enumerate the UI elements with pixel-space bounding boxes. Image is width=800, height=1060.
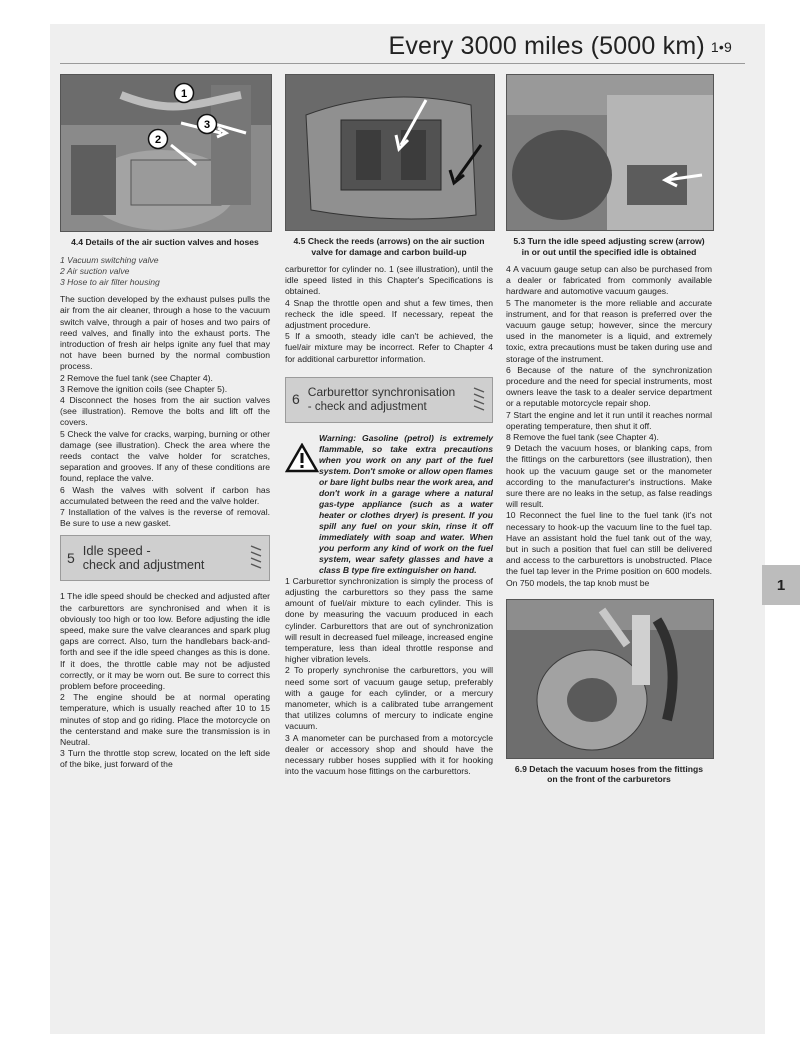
paragraph: 2 To properly synchronise the carburettors, you will need some sort of vacuum gauge setup, preferably with a gauge for each cylinder, or a mercury manometer, which is a calibrated tube arrangement that utilizes columns of mercury to indicate engine vacuum. [285,665,493,732]
paragraph: 4 A vacuum gauge setup can also be purchased from a dealer or fabricated from commonly available hardware and automotive vacuum gauges. [506,264,712,297]
difficulty-spanner-icon [472,384,486,416]
paragraph: 1 Carburettor synchronization is simply the process of adjusting the carburettors so they pass the same amount of fuel/air mixture to each cylinder. This is done by measuring the vacuum produced in each cylinder. Carburettors that are out of synchronization will result in decreased fuel mileage, increased engine temperature, less than ideal throttle response and higher vibration levels. [285,575,493,665]
photo-vacuum-hoses [506,599,714,759]
paragraph: 7 Installation of the valves is the reverse of removal. Be sure to use a new gasket. [60,506,270,529]
paragraph: The suction developed by the exhaust pulses pulls the air from the air cleaner, through a hose to the vacuum switch valve, through a pair of hoses and two pairs of reed valves, and finally into the exhaust ports. The introduction of fresh air helps ignite any fuel that may not have been burned by the normal combustion process. [60,294,270,372]
photo-air-suction-valves [60,74,272,232]
idle-screw-photo-illustration [507,75,713,230]
column-3 [506,74,712,792]
paragraph: 10 Reconnect the fuel line to the fuel tank (it's not necessary to hook-up the vacuum line to the fuel tap. Have an assistant hold the fuel tank out of the way, but in such a position that fuel can still be delivered and access to the carburettors is unobstructed. Place the fuel tap lever in the Prime position on 600 models. On 750 models, the tap knob must be [506,510,712,588]
paragraph: 3 Remove the ignition coils (see Chapter 5). [60,383,228,394]
paragraph: 5 If a smooth, steady idle can't be achieved, the fuel/air mixture may be incorrect. Refer to Chapter 4 for additional carburettor information. [285,331,493,364]
legend-item: 3 Hose to air filter housing [60,276,160,287]
paragraph: 6 Wash the valves with solvent if carbon has accumulated between the reed and the valve holder. [60,484,270,506]
running-header [388,32,732,61]
page-number: 1•9 [710,39,732,55]
section-subtitle: check and adjustment [82,558,205,573]
vacuum-hoses-photo-illustration [507,600,713,758]
callout-3 [196,113,218,135]
paragraph: carburettor for cylinder no. 1 (see illustration), until the idle speed listed in this Chapter's Specifications is obtained. [285,264,493,297]
section-title-main: Idle speed - [82,543,151,559]
figure-legend [60,255,270,289]
legend-item: 1 Vacuum switching valve [60,254,159,265]
section-title [83,543,205,573]
callout-3-label: 3 [203,119,211,131]
figure-caption-5-3: 5.3 Turn the idle speed adjusting screw (arrow) in or out until the specified idle is obtained [513,236,705,257]
callout-2-label: 2 [154,134,162,146]
paragraph: 8 Remove the fuel tank (see Chapter 4). [506,432,659,443]
warning-triangle-icon [285,443,319,473]
legend-item: 2 Air suction valve [60,265,130,276]
warning-text: Warning: Gasoline (petrol) is extremely flammable, so take extra precautions when you work on any part of the fuel system. Don't smoke or allow open flames or bare light bulbs near the work area, and don't work in a garage where a natural gas-type appliance (such as a water heater or clothes dryer) is present. If you spill any fuel on your skin, rinse it off immediately with soap and water. When you perform any kind of work on the fuel system, wear safety glasses and have a class B type fire extinguisher on hand. [319,432,493,575]
difficulty-spanner-icon [249,542,263,574]
photo-idle-screw [506,74,714,231]
chapter-thumb-tab: 1 [762,565,800,605]
paragraph: 4 Snap the throttle open and shut a few times, then recheck the idle speed. If necessary, repeat the adjustment procedure. [285,297,493,331]
callout-1-label: 1 [180,88,188,100]
section-title-main: Carburettor synchronisation [307,384,456,399]
section-number: 5 [67,549,75,566]
photo-reed-valve [285,74,495,231]
figure-caption-6-9: 6.9 Detach the vacuum hoses from the fittings on the front of the carburetors [514,763,704,785]
paragraph: 9 Detach the vacuum hoses, or blanking caps, from the fittings on the carburettors (see illustration), then hook up the vacuum gauge set or the manometer according to the manufacturer's instructions. Make sure there are no leaks in the setup, as false readings will result. [506,443,712,510]
paragraph: 1 The idle speed should be checked and adjusted after the carburettors are synchronised and when it is obviously too high or too low. Before adjusting the idle speed, make sure the valve clearances and spark plug gaps are correct. Also, turn the handlebars back-and-forth and see if the idle speed changes as this is done. If it does, the throttle cable may not be adjusted correctly, or it may be worn out. Be sure to correct this problem before proceeding. [60,591,270,691]
paragraph: 3 A manometer can be purchased from a motorcycle dealer or accessory shop and should have the necessary rubber hoses supplied with it for hooking into the vacuum hose fittings on the carburettors. [285,732,493,777]
paragraph: 4 Disconnect the hoses from the air suction valves (see illustration). Remove the bolts and lift off the covers. [60,394,270,428]
header-rule [60,63,745,64]
section-title [308,385,455,415]
paragraph: 5 Check the valve for cracks, warping, burning or other damage (see illustration). Check the area where the reeds contact the valve holder for scratches, separation and grooves. If any of these conditions are found, replace the valve. [60,428,270,484]
paragraph: 7 Start the engine and let it run until it reaches normal operating temperature, then shut it off. [506,409,712,431]
paragraph: 5 The manometer is the more reliable and accurate instrument, and for that reason is preferred over the vacuum gauge setup; however, since the mercury used in the manometer is a liquid, and extremely toxic, extra precautions must be taken during use and storage of the instrument. [506,297,712,364]
section-heading-6 [285,377,493,423]
figure-caption-4-4: 4.4 Details of the air suction valves and hoses [71,237,259,247]
engine-photo-illustration [61,75,271,231]
column-1 [60,74,270,771]
section-number: 6 [292,391,300,408]
fuel-warning [285,433,493,576]
column-2 [285,74,493,777]
reed-valve-photo-illustration [286,75,494,230]
figure-caption-4-5: 4.5 Check the reeds (arrows) on the air suction valve for damage and carbon build-up [293,236,485,257]
chapter-title: Every 3000 miles (5000 km) [388,32,705,60]
paragraph: 3 Turn the throttle stop screw, located on the left side of the bike, just forward of the [60,748,270,770]
callout-2 [147,128,169,150]
section-heading-5 [60,535,270,581]
callout-1 [173,82,195,104]
paragraph: 2 The engine should be at normal operating temperature, which is usually reached after 10 to 15 minutes of stop and go riding. Place the motorcycle on the centerstand and make sure the transmission is in Neutral. [60,692,270,748]
section-subtitle: - check and adjustment [307,400,427,413]
paragraph: 6 Because of the nature of the synchronization procedure and the need for special instruments, most owners leave the task to a dealer service department or a reputable motorcycle repair shop. [506,364,712,409]
paragraph: 2 Remove the fuel tank (see Chapter 4). [60,372,213,383]
